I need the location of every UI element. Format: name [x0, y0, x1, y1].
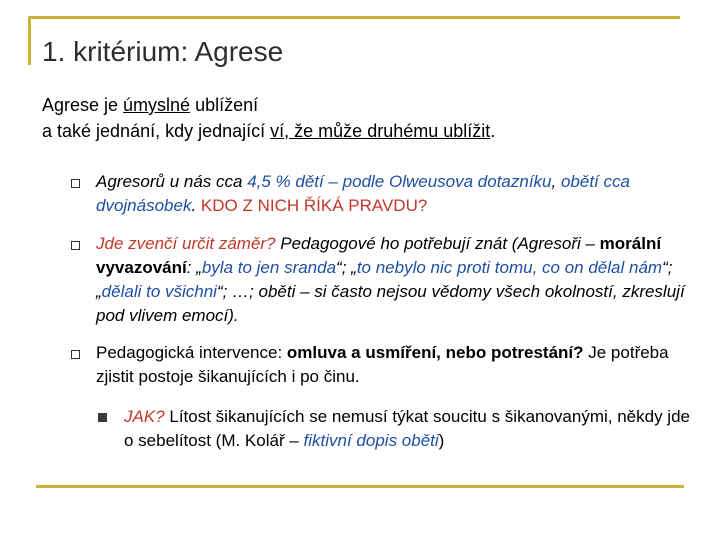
- bullet-text: Pedagogové ho potřebují znát (Agresoři –: [275, 234, 600, 253]
- sub-bullet-text-red: JAK?: [124, 407, 165, 426]
- filled-square-bullet-icon: [98, 413, 107, 422]
- intro-line-1: [42, 92, 682, 118]
- sub-bullet-text: ): [438, 431, 445, 450]
- bullet-text: ,: [551, 172, 561, 191]
- bullet-text: Pedagogická intervence:: [96, 343, 287, 362]
- intro-definition: [42, 92, 682, 144]
- intro-underlined: úmyslné: [123, 95, 191, 115]
- bullet-text: Je potřeba zjistit postoje šikanujících i po činu.: [96, 343, 669, 386]
- bullet-text-blue: to nebylo nic proti tomu, co on dělal nám: [356, 258, 663, 277]
- bullet-text-red: Jde zvenčí určit záměr?: [96, 234, 276, 253]
- slide-title: 1. kritérium: Agrese: [42, 36, 284, 67]
- intro-text: a také jednání, kdy jednající: [42, 121, 271, 141]
- intro-line-2: [42, 118, 682, 144]
- intro-text: .: [490, 121, 496, 141]
- bullet-item-3: [96, 341, 696, 389]
- bullet-item-2: [96, 232, 696, 328]
- bullet-text-bold: morální vyvazování: [96, 234, 662, 277]
- bullet-text: “; „: [96, 258, 673, 301]
- bullet-text-blue: dělali to všichni: [101, 282, 217, 301]
- intro-underlined: ví, že může druhému ublížit: [270, 121, 491, 141]
- intro-text: ublížení: [190, 95, 259, 115]
- top-rule-horizontal: [28, 16, 680, 19]
- sub-bullet-text-blue: fiktivní dopis oběti: [303, 431, 439, 450]
- bullet-text-bold: omluva a usmíření, nebo potrestání?: [286, 343, 584, 362]
- bullet-text: Agresorů u nás cca: [96, 172, 248, 191]
- sub-bullet-item: [124, 405, 694, 453]
- bullet-text: “; …; oběti – si často nejsou vědomy všech okolností, zkreslují pod vlivem emocí).: [96, 282, 685, 325]
- intro-text: Agrese je: [42, 95, 124, 115]
- bullet-text: “; „: [336, 258, 357, 277]
- bullet-item-1: [96, 170, 696, 218]
- hollow-square-bullet-icon: [70, 238, 82, 250]
- bullet-text: : „: [186, 258, 202, 277]
- hollow-square-bullet-icon: [70, 347, 82, 359]
- bullet-text-blue: obětí cca dvojnásobek: [96, 172, 630, 215]
- bullet-text-blue: 4,5 % dětí – podle Olweusova dotazníku: [247, 172, 552, 191]
- hollow-square-bullet-icon: [70, 176, 82, 188]
- bullet-text: .: [191, 196, 201, 215]
- bottom-rule: [36, 485, 684, 488]
- sub-bullet-text: Lítost šikanujících se nemusí týkat soucitu s šikanovanými, někdy jde o sebelítost (M. Kolář –: [124, 407, 690, 450]
- bullet-text-blue: byla to jen sranda: [201, 258, 337, 277]
- bullet-text-red: KDO Z NICH ŘÍKÁ PRAVDU?: [200, 196, 428, 215]
- top-rule-vertical: [28, 16, 31, 65]
